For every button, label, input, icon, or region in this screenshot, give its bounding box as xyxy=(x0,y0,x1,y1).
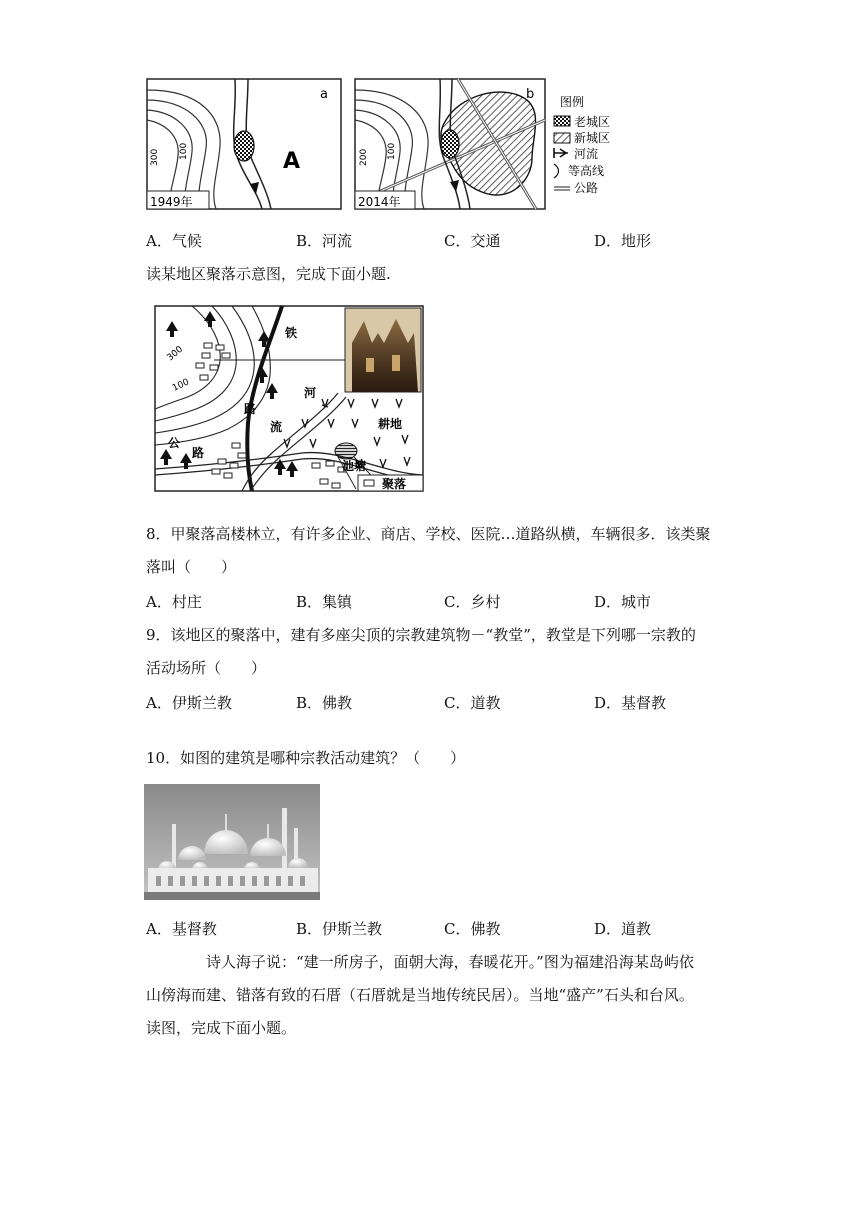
panel-b-year: 2014年 xyxy=(358,195,401,209)
q9-option-b[interactable]: B．佛教 xyxy=(296,694,353,712)
q7-option-b[interactable]: B．河流 xyxy=(296,232,353,250)
q10-option-c[interactable]: C．佛教 xyxy=(444,920,501,938)
road-label-1: 路 xyxy=(244,402,257,416)
q9-option-c[interactable]: C．道教 xyxy=(444,694,501,712)
q8-option-d[interactable]: D．城市 xyxy=(594,593,652,611)
farm-label: 耕地 xyxy=(378,417,403,431)
q9-stem-line1: 9．该地区的聚落中，建有多座尖顶的宗教建筑物－“教堂”，教堂是下列哪一宗教的 xyxy=(146,626,696,644)
q10-option-b[interactable]: B．伊斯兰教 xyxy=(296,920,383,938)
road-label-3: 路 xyxy=(192,446,205,460)
q7-option-c[interactable]: C．交通 xyxy=(444,232,501,250)
q8-option-a[interactable]: A．村庄 xyxy=(146,593,202,611)
legend-contour: 等高线 xyxy=(568,164,605,178)
panel-b-contour-100: 100 xyxy=(387,142,397,160)
q10-option-d[interactable]: D．道教 xyxy=(594,920,652,938)
q10-option-a[interactable]: A．基督教 xyxy=(146,920,217,938)
q8-option-b[interactable]: B．集镇 xyxy=(296,593,353,611)
legend-settlement-label: 聚落 xyxy=(382,477,407,491)
panel-a-contour-300: 300 xyxy=(150,148,160,166)
contour-100-label: 100 xyxy=(171,377,191,394)
legend-title: 图例 xyxy=(560,95,585,109)
contour-300-label: 300 xyxy=(165,344,186,364)
q9-option-a[interactable]: A．伊斯兰教 xyxy=(146,694,232,712)
map-legend xyxy=(554,116,570,190)
q9-option-d[interactable]: D．基督教 xyxy=(594,694,667,712)
q8-stem-line2: 落叫（ ） xyxy=(146,558,237,576)
legend-old-city: 老城区 xyxy=(574,115,611,129)
settlement-map xyxy=(152,303,428,495)
legend-road: 公路 xyxy=(574,181,599,195)
q9-stem-line2: 活动场所（ ） xyxy=(146,659,267,677)
panel-a-letter: a xyxy=(320,87,328,102)
passage-line2: 山傍海而建、错落有致的石厝（石厝就是当地传统民居）。当地“盛产”石头和台风。 xyxy=(146,986,694,1004)
q8-option-c[interactable]: C．乡村 xyxy=(444,593,501,611)
pond xyxy=(335,443,357,459)
q10-stem: 10．如图的建筑是哪种宗教活动建筑？（ ） xyxy=(146,749,466,767)
panel-a-year: 1949年 xyxy=(150,195,193,209)
old-city-area xyxy=(234,131,254,161)
legend-new-city: 新城区 xyxy=(574,131,611,145)
q7-option-d[interactable]: D．地形 xyxy=(594,232,652,250)
panel-a-area-label: A xyxy=(283,149,301,174)
pond-label: 池塘 xyxy=(342,459,367,473)
map-panel-a xyxy=(147,79,341,209)
river-label-1: 河 xyxy=(304,386,317,400)
legend-river: 河流 xyxy=(574,147,599,161)
map-panel-b xyxy=(355,79,545,209)
rail-label: 铁 xyxy=(285,326,298,340)
q8-stem-line1: 8．甲聚落高楼林立，有许多企业、商店、学校、医院…道路纵横，车辆很多．该类聚 xyxy=(146,525,711,543)
panel-b-letter: b xyxy=(526,87,535,102)
panel-a-contour-100: 100 xyxy=(179,142,189,160)
map-intro-text: 读某地区聚落示意图，完成下面小题. xyxy=(146,265,391,283)
road-label-2: 公 xyxy=(168,436,181,450)
river-label-2: 流 xyxy=(270,420,283,434)
passage-line3: 读图，完成下面小题。 xyxy=(146,1019,297,1037)
mosque-photo xyxy=(144,784,320,900)
city-expansion-figure xyxy=(140,76,640,212)
panel-b-contour-200: 200 xyxy=(359,148,369,166)
q7-option-a[interactable]: A．气候 xyxy=(146,232,202,250)
passage-line1: 诗人海子说：“建一所房子，面朝大海，春暖花开。”图为福建沿海某岛屿依 xyxy=(206,953,694,971)
